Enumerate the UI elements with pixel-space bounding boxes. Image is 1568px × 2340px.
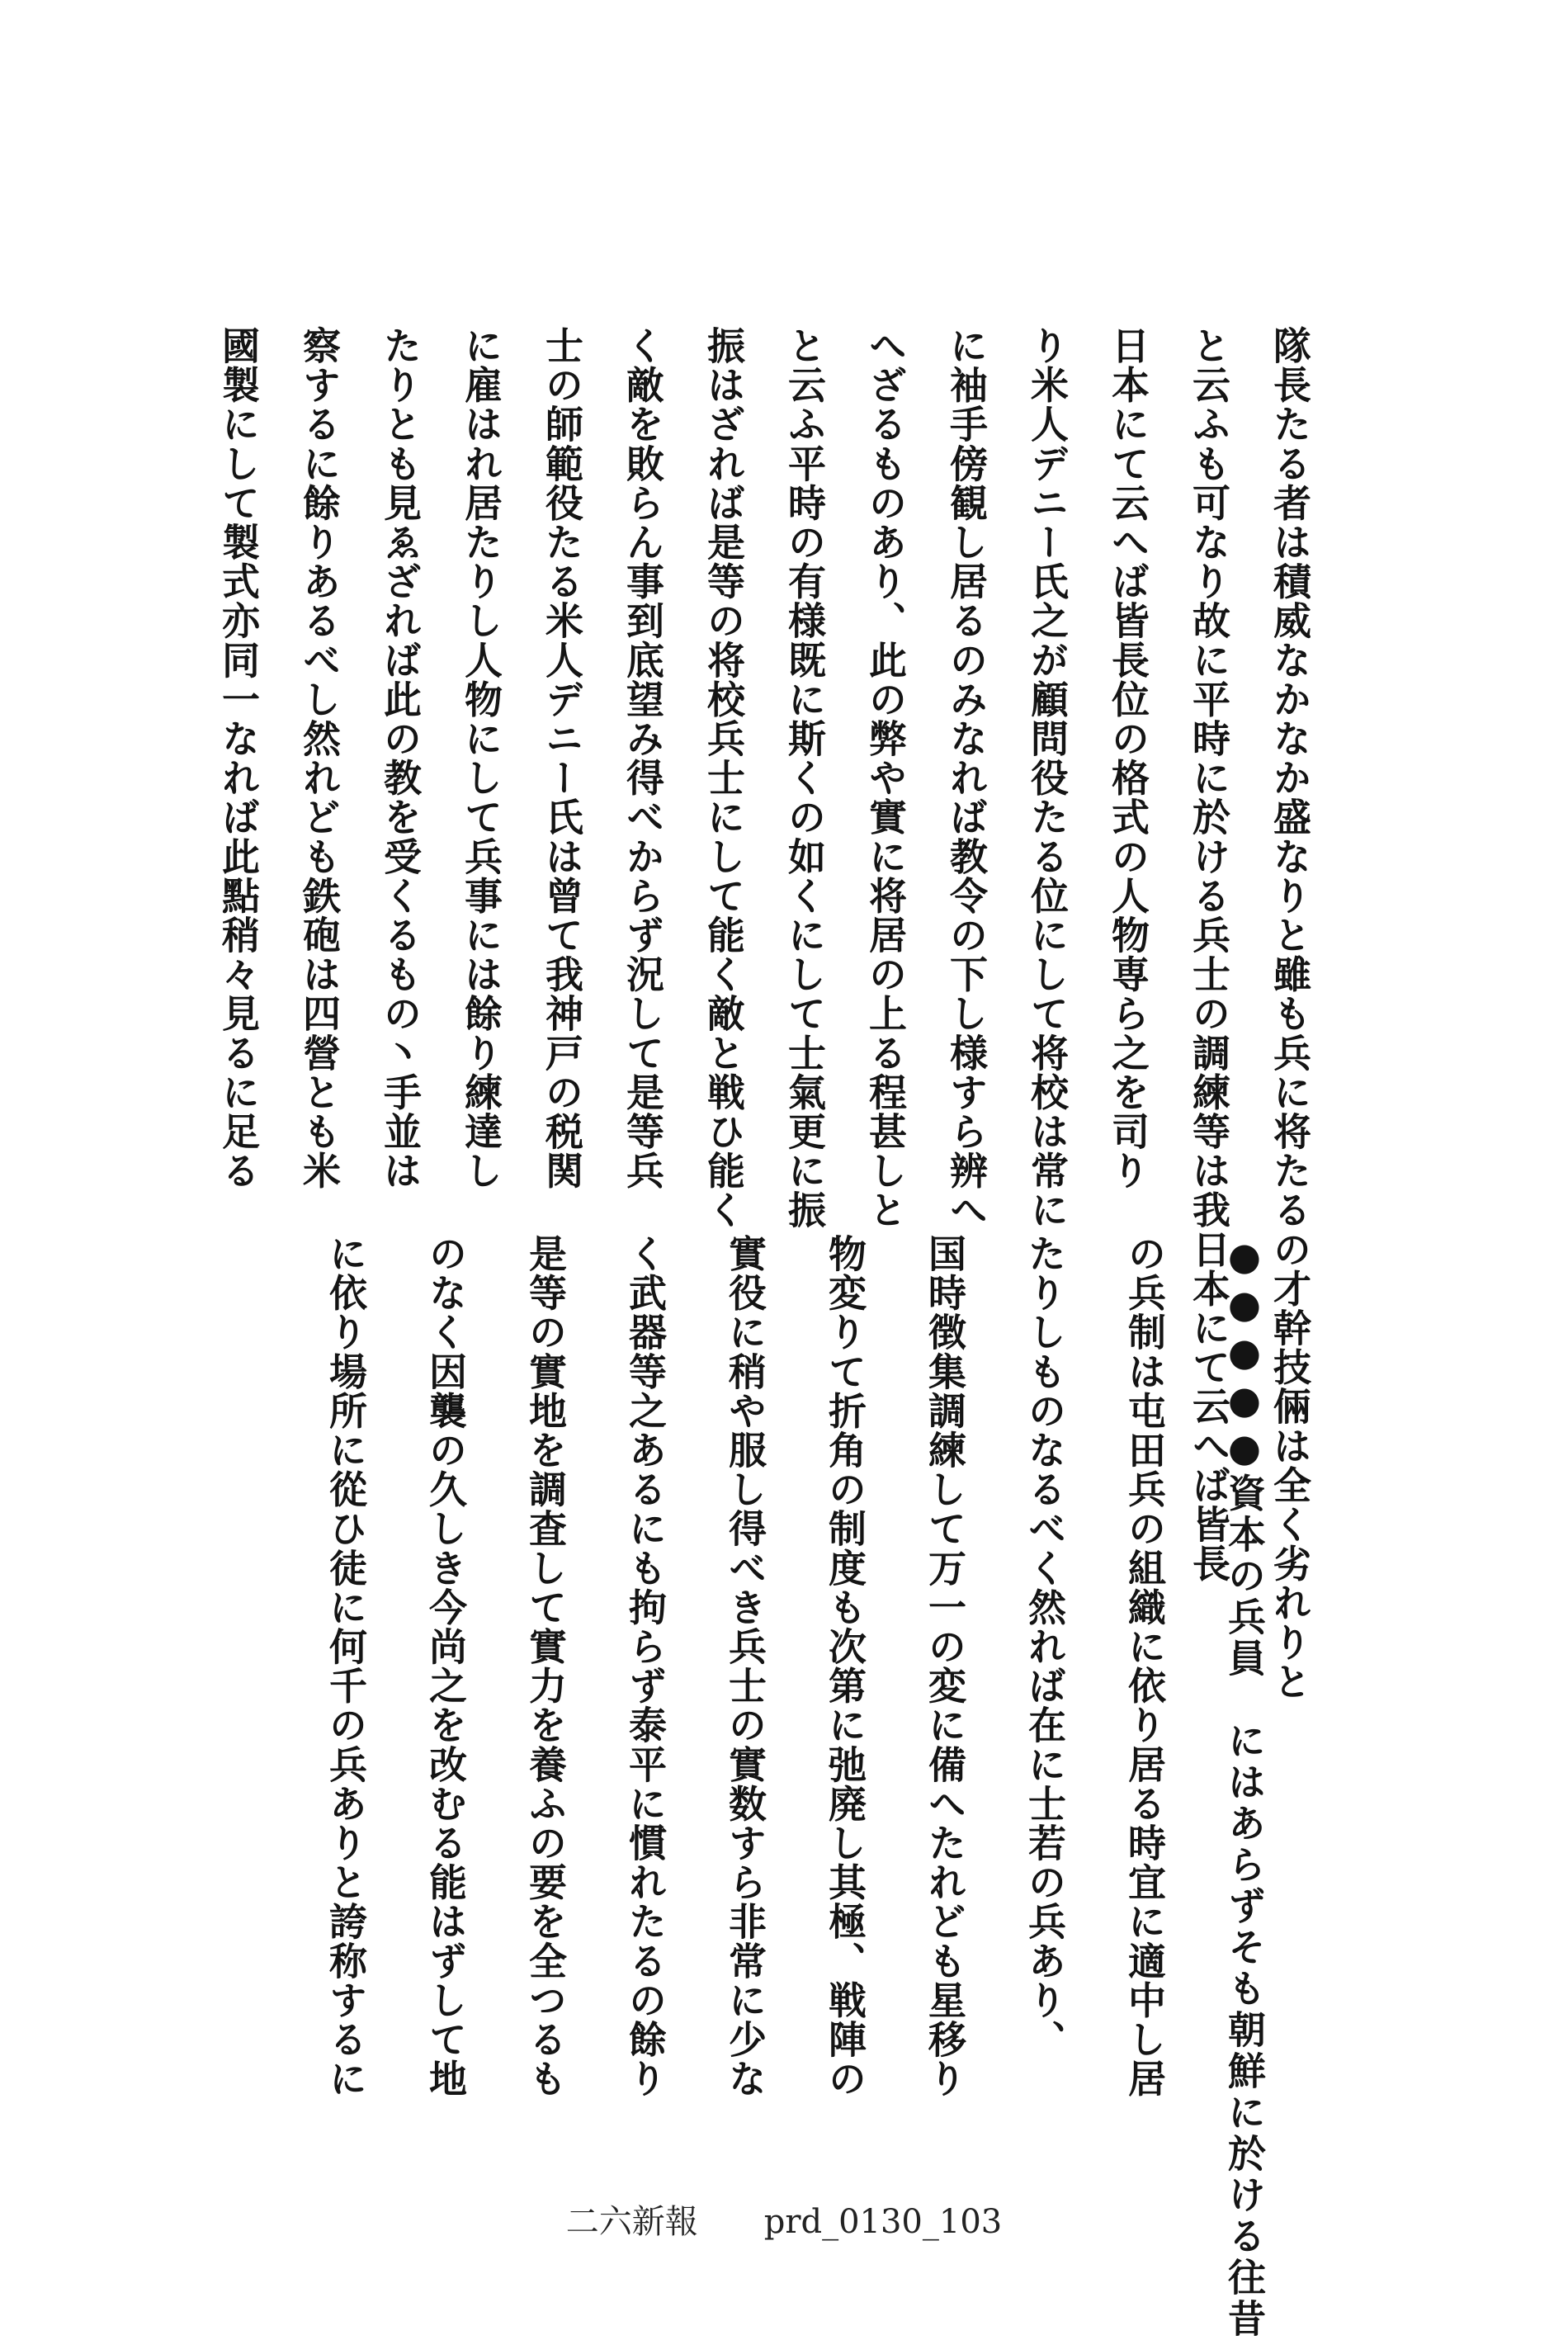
text-column: 國製にして製式亦同一なれば此點稍々見るに足る — [216, 326, 261, 1191]
text-column: に袖手傍観し居るのみなれば教令の下し様すら辨へ — [944, 326, 989, 1230]
text-column: 察するに餘りあるべし然れども鉄砲は四營とも米 — [297, 326, 342, 1191]
text-column: と云ふも可なり故に平時に於ける兵士の調練等は我日本にて云へば皆長 — [1187, 326, 1231, 1584]
text-column: 隊長たる者は積威なかなか盛なりと雖も兵に将たるの才幹技倆は全く劣れりと — [1268, 326, 1312, 1701]
text-column: 振はざれば是等の将校兵士にして能く敵と戦ひ能く — [701, 326, 746, 1230]
text-column: 是等の實地を調査して實力を養ふの要を全つるも — [523, 1234, 568, 2099]
page-footer — [0, 2196, 1568, 2243]
text-column: たりとも見ゑざれば此の教を受くるもの丶手並は — [378, 326, 423, 1191]
text-column: のなく因襲の久しき今尚之を改むる能はずして地 — [423, 1234, 468, 2099]
text-column: 物変りて折角の制度も次第に弛廃し其極、戦陣の — [823, 1234, 867, 2099]
text-column: に依り場所に從ひ徒に何千の兵ありと誇称するに — [324, 1234, 368, 2099]
text-column: 士の師範役たる米人デニー氏は曾て我神戸の税関 — [540, 326, 584, 1191]
text-column: 日本にて云へば皆長位の格式の人物専ら之を司り — [1106, 326, 1150, 1191]
text-column: く敵を敗らん事到底望み得べからず況して是等兵 — [621, 326, 665, 1191]
text-column: たりしものなるべく然れば在に士若の兵あり、 — [1023, 1234, 1067, 2059]
page-id: prd_0130_103 — [763, 2203, 1003, 2241]
section-heading-column: ●●●●●資本の兵員 にはあらずそも朝鮮に於ける往昔 — [1222, 1234, 1267, 2340]
text-column: 實役に稍や服し得べき兵士の實数すら非常に少な — [723, 1234, 767, 2099]
publication-name: 二六新報 — [565, 2203, 698, 2241]
text-column: の兵制は屯田兵の組織に依り居る時宜に適中し居 — [1122, 1234, 1167, 2099]
text-column: へざるものあり、此の弊や實に将居の上る程甚しと — [863, 326, 908, 1230]
text-column: と云ふ平時の有様既に斯くの如くにして士氣更に振 — [782, 326, 827, 1230]
text-column: り米人デニー氏之が顧問役たる位にして将校は常に — [1025, 326, 1070, 1230]
text-column: 国時徴集調練して万一の変に備へたれども星移り — [923, 1234, 967, 2099]
text-column: に雇はれ居たりし人物にして兵事には餘り練達し — [459, 326, 503, 1191]
text-column: く武器等之あるにも拘らず泰平に慣れたるの餘り — [623, 1234, 668, 2099]
